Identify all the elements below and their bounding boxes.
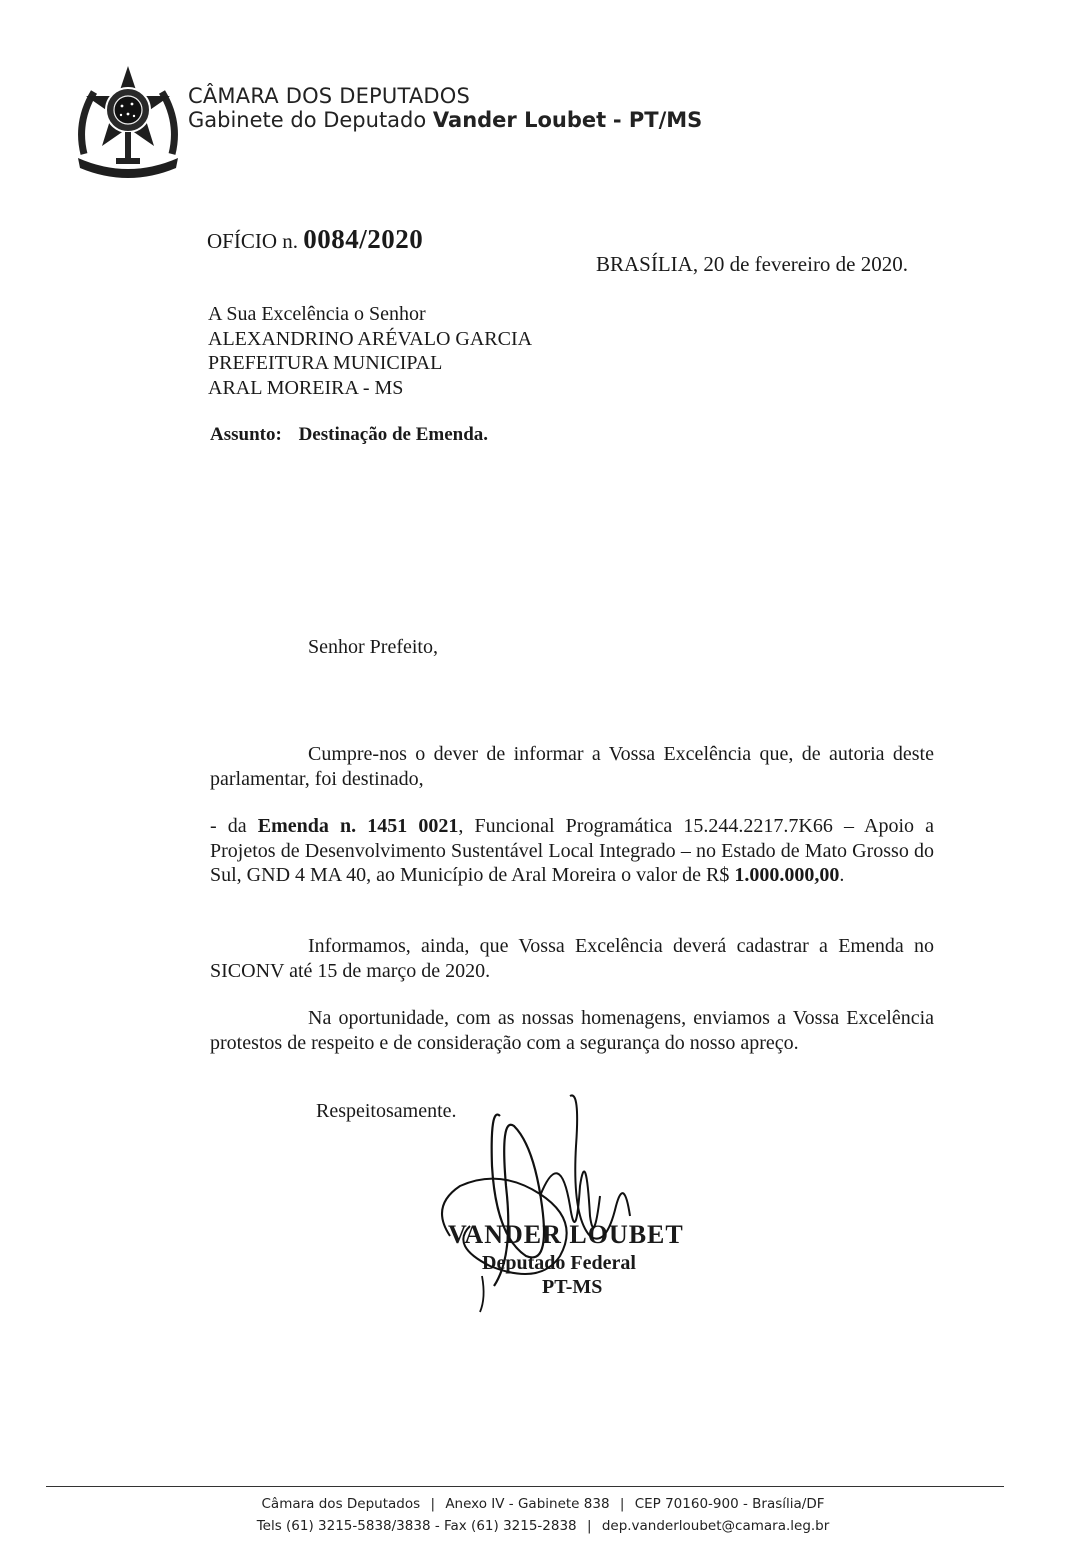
office-prefix: Gabinete do Deputado bbox=[188, 108, 427, 132]
subject-label: Assunto: bbox=[210, 424, 282, 445]
office-line bbox=[188, 108, 702, 132]
oficio-number: 0084/2020 bbox=[303, 224, 424, 254]
footer-separator: | bbox=[430, 1496, 436, 1512]
emenda-number: Emenda n. 1451 0021 bbox=[257, 815, 459, 837]
subject-line bbox=[210, 424, 488, 446]
recipient-institution: PREFEITURA MUNICIPAL bbox=[208, 352, 443, 374]
deputy-name: Vander Loubet bbox=[432, 108, 607, 132]
signer-role: Deputado Federal bbox=[482, 1252, 636, 1274]
paragraph-4: Na oportunidade, com as nossas homenagens, enviamos a Vossa Excelência protestos de respeito e de consideração com a segurança do nosso apreço. bbox=[210, 1007, 934, 1054]
footer-line-1 bbox=[0, 1496, 1080, 1512]
p2-end: . bbox=[839, 864, 845, 886]
date-line: BRASÍLIA, 20 de fevereiro de 2020. bbox=[596, 252, 909, 276]
recipient-name: ALEXANDRINO ARÉVALO GARCIA bbox=[208, 327, 533, 350]
party-suffix: - PT/MS bbox=[612, 108, 703, 132]
greeting: Senhor Prefeito, bbox=[308, 636, 438, 658]
footer-org: Câmara dos Deputados bbox=[261, 1496, 421, 1512]
recipient-salutation: A Sua Excelência o Senhor bbox=[208, 303, 426, 325]
footer-line-2 bbox=[0, 1518, 1080, 1534]
subject-text: Destinação de Emenda. bbox=[298, 424, 489, 445]
oficio-line bbox=[207, 224, 423, 255]
footer-separator: | bbox=[586, 1518, 592, 1534]
paragraph-2 bbox=[210, 814, 934, 888]
p2-text: , Funcional Programática 15.244.2217.7K66 – Apoio a Projetos de Desenvolvimento Sustentável Local Integrado – no Estado de Mato Grosso do Sul, GND 4 MA 40, ao Município de Aral Moreira o valor de R$ bbox=[210, 815, 934, 886]
footer-separator: | bbox=[619, 1496, 625, 1512]
amount: 1.000.000,00 bbox=[734, 864, 840, 886]
footer-annex: Anexo IV - Gabinete 838 bbox=[445, 1496, 610, 1512]
p2-prefix: - da bbox=[210, 815, 258, 837]
closing: Respeitosamente. bbox=[316, 1100, 457, 1122]
footer-cep: CEP 70160-900 - Brasília/DF bbox=[634, 1496, 825, 1512]
oficio-label: OFÍCIO n. bbox=[207, 229, 299, 253]
paragraph-3: Informamos, ainda, que Vossa Excelência deverá cadastrar a Emenda no SICONV até 15 de março de 2020. bbox=[210, 935, 934, 982]
organization-name: CÂMARA DOS DEPUTADOS bbox=[188, 84, 471, 108]
recipient-block bbox=[208, 302, 532, 400]
paragraph-1: Cumpre-nos o dever de informar a Vossa Excelência que, de autoria deste parlamentar, foi destinado, bbox=[210, 743, 934, 790]
signer-party: PT-MS bbox=[542, 1276, 603, 1298]
signer-name: VANDER LOUBET bbox=[448, 1220, 684, 1249]
recipient-city: ARAL MOREIRA - MS bbox=[208, 376, 404, 399]
footer-email[interactable]: dep.vanderloubet@camara.leg.br bbox=[601, 1518, 830, 1534]
footer-divider bbox=[46, 1486, 1004, 1487]
brasil-coat-of-arms-icon bbox=[72, 62, 184, 182]
footer-phones: Tels (61) 3215-5838/3838 - Fax (61) 3215-2838 bbox=[256, 1518, 577, 1534]
handwritten-signature bbox=[430, 1086, 720, 1316]
